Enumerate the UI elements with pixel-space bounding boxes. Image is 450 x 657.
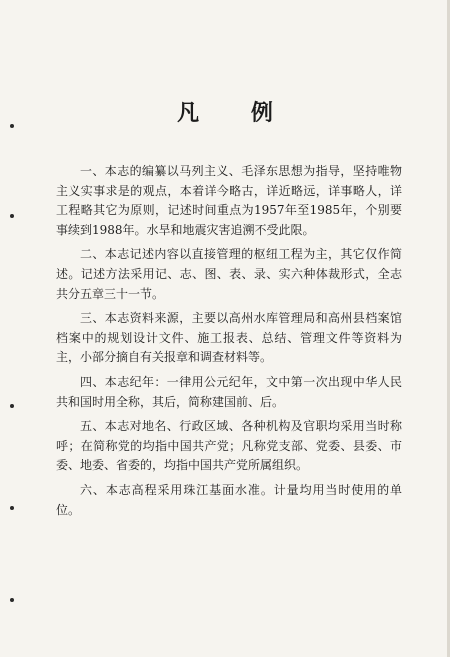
paragraph-2: 二、本志记述内容以直接管理的枢纽工程为主，其它仅作简述。记述方法采用记、志、图、表、录、实六种体裁形式，全志共分五章三十一节。	[56, 247, 402, 301]
paragraph-6: 六、本志高程采用珠江基面水准。计量均用当时使用的单位。	[56, 482, 402, 517]
binding-hole-mark	[10, 598, 14, 602]
paragraph-4: 四、本志纪年：一律用公元纪年，文中第一次出现中华人民共和国时用全称，其后，简称建国前、后。	[56, 374, 402, 409]
document-body	[56, 162, 402, 525]
binding-hole-mark	[10, 404, 14, 408]
page-title: 凡 例	[177, 100, 295, 126]
paragraph-5: 五、本志对地名、行政区域、各种机构及官职均采用当时称呼；在简称党的均指中国共产党；凡称党支部、党委、县委、市委、地委、省委的，均指中国共产党所属组织。	[56, 419, 402, 473]
binding-hole-mark	[10, 506, 14, 510]
paragraph-1: 一、本志的编纂以马列主义、毛泽东思想为指导，坚持唯物主义实事求是的观点，本着详今略古，详近略远，详事略人，详工程略其它为原则，记述时间重点为1957年至1985年，个别要事续到1988年。水旱和地震灾害追溯不受此限。	[56, 164, 402, 237]
binding-hole-mark	[10, 214, 14, 218]
paragraph-3: 三、本志资料来源，主要以高州水库管理局和高州县档案馆档案中的规划设计文件、施工报表、总结、管理文件等资料为主，小部分摘自有关报章和调查材料等。	[56, 311, 402, 365]
